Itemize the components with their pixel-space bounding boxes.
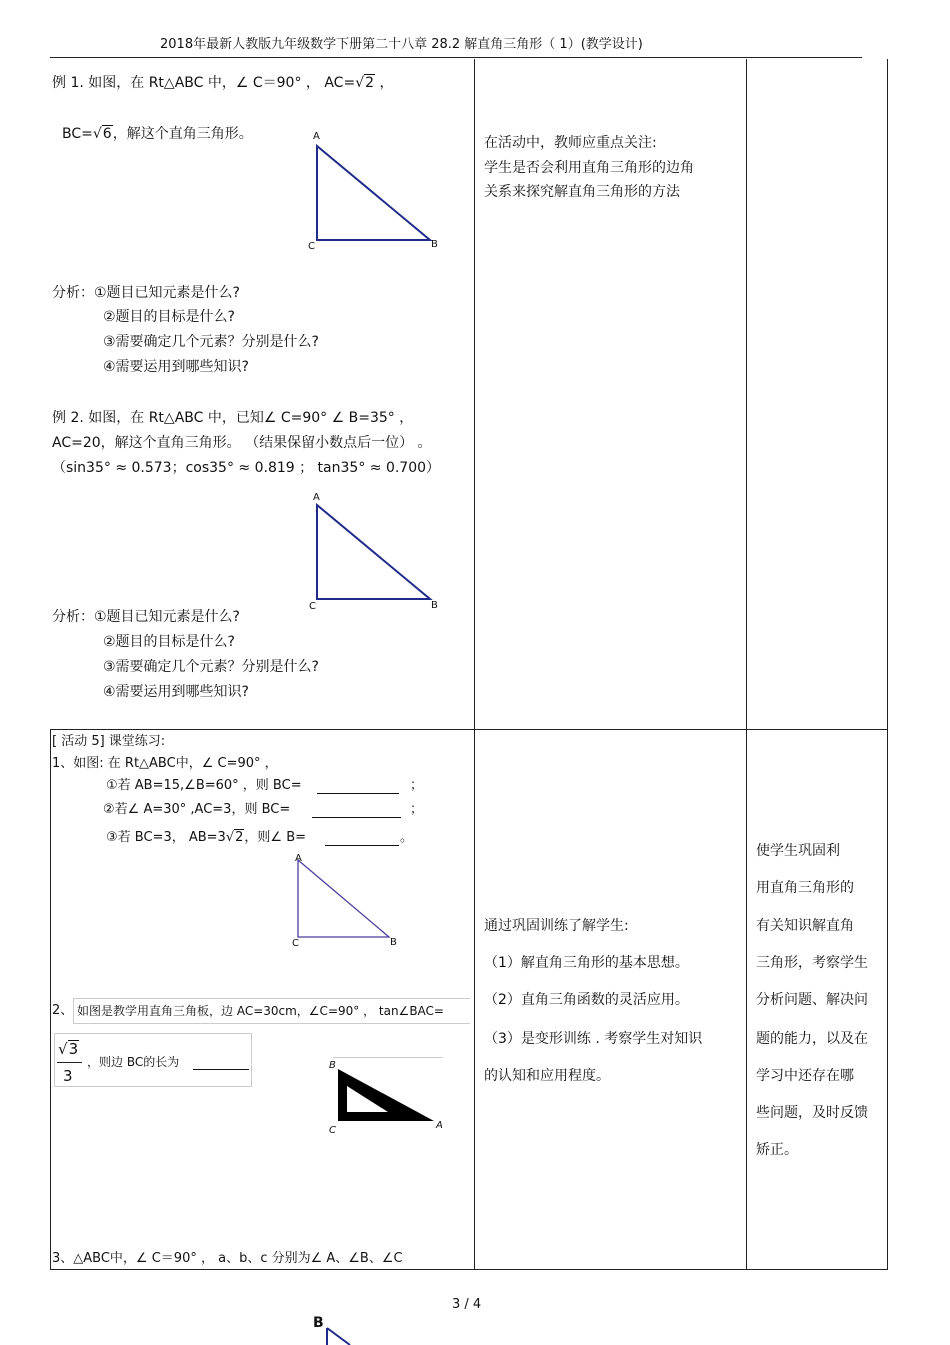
teacher-note2-line4: （3）是变形训练 . 考察学生对知识 (484, 1031, 703, 1047)
fraction-numerator: √3 (58, 1040, 79, 1058)
example2-line2: AC=20，解这个直角三角形。 （结果保留小数点后一位） 。 (52, 435, 432, 451)
teacher-note1-line3: 关系来探究解直角三角形的方法 (484, 184, 680, 200)
analysis1-q2: ②题目的目标是什么? (103, 309, 235, 325)
analysis1-q3: ③需要确定几个元素？分别是什么? (103, 334, 319, 350)
example1-line2: BC=√6，解这个直角三角形。 (62, 126, 253, 142)
fig2-label-a: A (313, 492, 320, 503)
teacher-note1-line2: 学生是否会利用直角三角形的边角 (484, 160, 694, 176)
exercise1a-end: ； (410, 778, 424, 793)
fig3-label-c: C (292, 938, 299, 949)
exercise1a: ①若 AB=15,∠B=60° ，则 BC= (106, 778, 302, 793)
fig1-label-c: C (308, 241, 315, 252)
design-intent-line4: 三角形，考察学生 (756, 955, 868, 971)
design-intent-line2: 用直角三角形的 (756, 880, 854, 896)
activity5-title: [ 活动 5] 课堂练习: (52, 734, 166, 749)
exercise1b-end: ； (410, 802, 424, 817)
fig1-label-a: A (313, 131, 320, 142)
teacher-note2-line3: （2）直角三角函数的灵活应用。 (484, 992, 689, 1008)
exercise2-number: 2、 (52, 1003, 74, 1018)
analysis2-q3: ③需要确定几个元素？分别是什么? (103, 659, 319, 675)
example2-line3: （sin35° ≈ 0.573；cos35° ≈ 0.819 ； tan35° ≈ 0.700） (52, 460, 441, 476)
exercise1c: ③若 BC=3， AB=3√2，则∠ B= (106, 830, 307, 845)
analysis1-q4: ④需要运用到哪些知识? (103, 359, 249, 375)
ruler-label-b: B (329, 1060, 336, 1071)
analysis2-q4: ④需要运用到哪些知识? (103, 684, 249, 700)
fig1-label-b: B (431, 239, 438, 250)
teacher-note1-line1: 在活动中，教师应重点关注: (484, 135, 657, 151)
design-intent-line3: 有关知识解直角 (756, 918, 854, 934)
exercise3-stem: 3、△ABC中，∠ C＝90° ， a、b、c 分别为∠ A、∠B、∠C (52, 1251, 403, 1266)
design-intent-line5: 分析问题、解决问 (756, 992, 868, 1008)
next-figure-label-b: B (313, 1315, 324, 1331)
fig3-label-b: B (390, 937, 397, 948)
exercise1-stem: 1、如图: 在 Rt△ABC中，∠ C=90° ， (52, 756, 278, 771)
design-intent-line1: 使学生巩固利 (756, 843, 840, 859)
fraction-denominator: 3 (63, 1067, 73, 1085)
fig2-label-b: B (431, 600, 438, 611)
teacher-note2-line2: （1）解直角三角形的基本思想。 (484, 955, 689, 971)
sqrt-6: √6 (92, 126, 112, 142)
exercise1c-end: 。 (400, 830, 414, 845)
teacher-note2-line5: 的认知和应用程度。 (484, 1068, 610, 1084)
exercise1b: ②若∠ A=30° ,AC=3，则 BC= (103, 802, 291, 817)
fig2-label-c: C (309, 601, 316, 612)
design-intent-line8: 些问题，及时反馈 (756, 1105, 868, 1121)
exercise2-tail: ，则边 BC的长为 (87, 1055, 180, 1069)
design-intent-line9: 矫正。 (756, 1142, 798, 1158)
example1-line1: 例 1. 如图，在 Rt△ABC 中，∠ C＝90° ， AC=√2 ， (52, 75, 394, 91)
sqrt-2: √2 (355, 75, 375, 91)
exercise2-text: 如图是教学用直角三角板，边 AC=30cm，∠C=90° ， tan∠BAC= (77, 1004, 444, 1018)
analysis2-q1: 分析：①题目已知元素是什么? (52, 609, 240, 625)
analysis1-q1: 分析：①题目已知元素是什么? (52, 285, 240, 301)
teacher-note2-line1: 通过巩固训练了解学生: (484, 918, 629, 934)
fig3-label-a: A (295, 853, 302, 864)
page-header: 2018年最新人教版九年级数学下册第二十八章 28.2 解直角三角形（ 1）(教学设计) (160, 37, 643, 52)
sqrt-2-exercise: √2 (225, 830, 244, 845)
analysis2-q2: ②题目的目标是什么? (103, 634, 235, 650)
ruler-label-a: A (436, 1120, 443, 1131)
design-intent-line6: 题的能力，以及在 (756, 1031, 868, 1047)
example2-line1: 例 2. 如图，在 Rt△ABC 中，已知∠ C=90° ∠ B=35° ， (52, 410, 414, 426)
ruler-label-c: C (329, 1125, 336, 1136)
page-number: 3 / 4 (452, 1297, 482, 1312)
design-intent-line7: 学习中还存在哪 (756, 1068, 854, 1084)
